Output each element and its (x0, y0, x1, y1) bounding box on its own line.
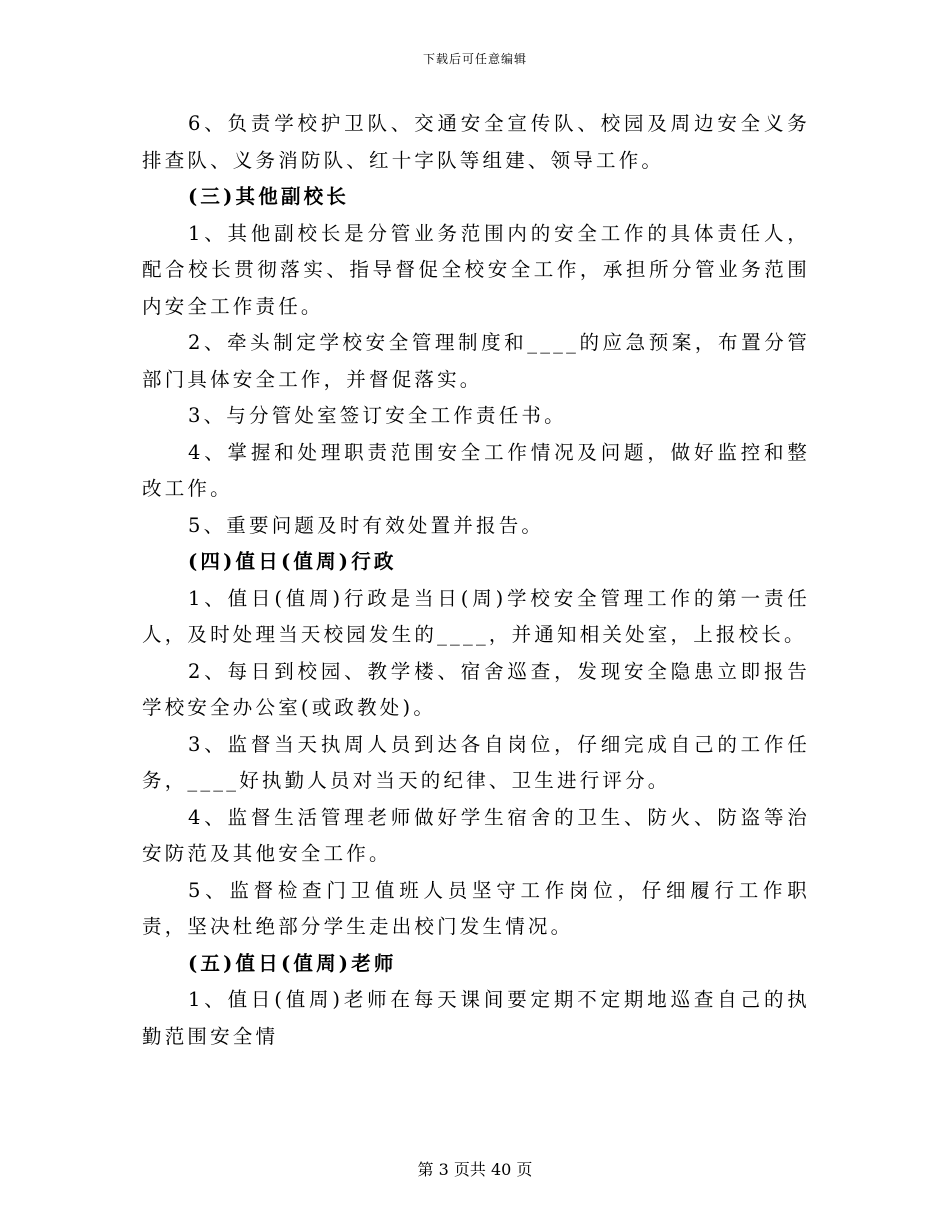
section-heading-5: (五)值日(值周)老师 (188, 951, 397, 975)
section-heading-3: (三)其他副校长 (188, 185, 350, 208)
page-number: 第 3 页共 40 页 (417, 1160, 533, 1179)
paragraph-item-3: 3、监督当天执周人员到达各自岗位，仔细完成自己的工作任务，____好执勤人员对当天的纪律、卫生进行评分。 (142, 732, 810, 792)
document-body (142, 106, 810, 1055)
paragraph-item-6: 6、负责学校护卫队、交通安全宣传队、校园及周边安全义务排查队、义务消防队、红十字队等组建、领导工作。 (142, 112, 810, 172)
paragraph-item-4: 4、掌握和处理职责范围安全工作情况及问题，做好监控和整改工作。 (142, 440, 810, 500)
paragraph-item-1: 1、值日(值周)行政是当日(周)学校安全管理工作的第一责任人，及时处理当天校园发生的____，并通知相关处室，上报校长。 (142, 586, 810, 646)
page-header: 下载后可任意编辑 (422, 52, 527, 66)
paragraph-item-4: 4、监督生活管理老师做好学生宿舍的卫生、防火、防盗等治安防范及其他安全工作。 (142, 805, 810, 865)
paragraph-item-5: 5、重要问题及时有效处置并报告。 (188, 513, 545, 537)
paragraph-item-2: 2、牵头制定学校安全管理制度和____的应急预案，布置分管部门具体安全工作，并督促落实。 (142, 331, 810, 391)
paragraph-item-2: 2、每日到校园、教学楼、宿舍巡查，发现安全隐患立即报告学校安全办公室(或政教处)。 (142, 659, 810, 719)
paragraph-item-1: 1、其他副校长是分管业务范围内的安全工作的具体责任人，配合校长贯彻落实、指导督促全校安全工作，承担所分管业务范围内安全工作责任。 (142, 221, 810, 318)
paragraph-item-1: 1、值日(值周)老师在每天课间要定期不定期地巡查自己的执勤范围安全情 (142, 988, 810, 1048)
section-heading-4: (四)值日(值周)行政 (188, 550, 397, 573)
paragraph-item-3: 3、与分管处室签订安全工作责任书。 (188, 404, 567, 427)
paragraph-item-5: 5、监督检查门卫值班人员坚守工作岗位，仔细履行工作职责，坚决杜绝部分学生走出校门发生情况。 (142, 878, 810, 938)
